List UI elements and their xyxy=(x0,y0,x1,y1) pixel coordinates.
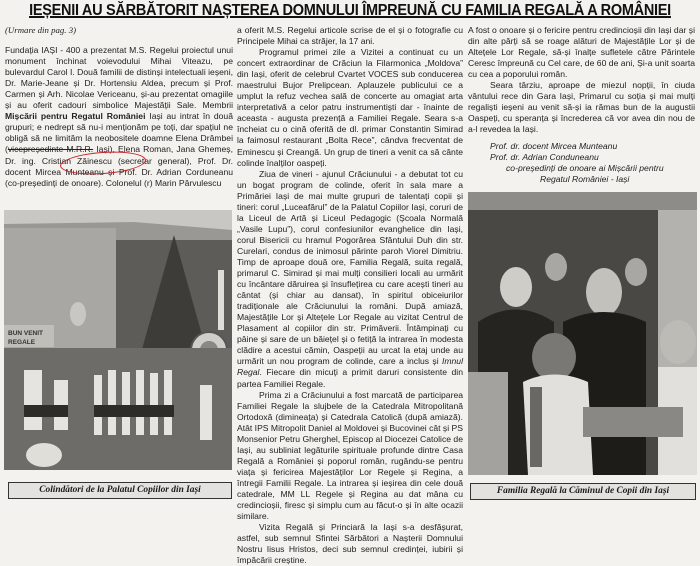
photo-caption-left: Colindători de la Palatul Copiilor din Iași xyxy=(8,482,232,499)
article-headline: IEȘENII AU SĂRBĂTORIT NAȘTEREA DOMNULUI ÎMPREUNĂ CU FAMILIA REGALĂ A ROMÂNIEI xyxy=(29,2,671,19)
author-role: co-președinți de onoare ai Mișcării pentru xyxy=(506,163,664,174)
article-column-3 xyxy=(468,25,695,185)
author-signature xyxy=(468,141,695,185)
royal-family-photo-image xyxy=(468,192,697,475)
carolers-photo-image xyxy=(4,210,232,470)
paragraph-text: Ziua de vineri - ajunul Crăciunului - a debutat tot cu un bogat program de colinde, oferit în sala mare a Primăriei Iași de mai multe grupuri de talentați copii și tineri: corul „Luceafărul” de la Palatul Copiilor Iași, coruri de la Liceul de Artă și Liceul Pedagogic (Școala Normală „Vasile Lupu”), corul confesiunilor evanghelice din Iași, corul Bisericii cu hramul Pogorârea Sfântului Duh din str. Curelari, condus de inimosul părinte paroh Viorel Dimitriu. Timp de aproape două ore, Familia Regală, suita regală, primarul C. Simirad și mai mulți consilieri locali au urmărit cu încântare dăruirea și însuflețirea cu care acești tineri au cântat (și chiar au dansat), în spiritul obiceiurilor tradiționale ale Crăciunului la români. După amiază, Majestățile Lor și Altețele Lor Regale au vizitat Centrul de Plasament al copiilor din str. Primăverii. Întâmpinați cu pâine și sare de un băiețel și o fetiță la intrarea în modesta clădire a acestui cămin, Oaspeții au urcat la etaj unde au urmărit un nou program de colinde, care a inclus și xyxy=(237,168,463,367)
paragraph-text: Iași au intrat în două grupuri; e nedrept să nu-i menționăm pe toți, dar spațiul ne obligă să ne limităm la neobositele doamne Elena Drâmbei ( xyxy=(5,111,233,155)
photo-royal-family xyxy=(468,192,697,475)
column-2-paragraph: Prima zi a Crăciunului a fost marcată de participarea Familiei Regale la slujbele de la Catedrala Mitropolitană Ortodoxă (dimineața) și Catedrala Catolică (după amiază). Atât IPS Mitropolit Daniel al Moldovei și Bucovinei cât și PS Monsenior Petru Gherghel, Episcop al Diocezei Catolice de Iași, au subliniat legăturile spirituale profunde dintre Casa Regală a României și poporul român, rugându-se pentru viața și fericirea Majestăților Lor Regele și Regina, a întregii Familii Regale. La intrarea și ieșirea din cele două catedrale, MM LL Regele și Regina au dat mâna cu credincioșii, firesc și simplu cum au făcut-o și în alte ocazii similare. xyxy=(237,389,463,522)
sign-text-line2: REGALE xyxy=(8,339,36,346)
anthem-title: Imnul Regal xyxy=(237,356,463,378)
author-name: Prof. dr. Adrian Conduneanu xyxy=(490,152,599,163)
column-2-paragraph: Vizita Regală și Princiară la Iași s-a desfășurat, astfel, sub semnul Sfintei Sărbători a Nașterii Domnului Nostru Iisus Hristos, deci sub semnul credinței, iubirii și împăcării creștine. xyxy=(237,522,463,566)
sign-text-line1: BUN VENIT xyxy=(8,330,44,337)
paragraph-text: Fundația IAȘI - 400 a prezentat M.S. Regelui proiectul unui monument închinat voievodului Mihai Viteazu, pe bulevardul Carol I. Două familii de distinși intelectuali ieșeni, Dr. Marie-Jeane și Dr. Hortensiu Aldea, precum și Prof. Carmen și Arh. Nicolae Vericeanu, și-au prezentat omagiile și au oferit cadouri simbolice Majestății Sale. Membrii xyxy=(5,45,233,111)
paragraph-text: . Fiecare din micuți a primit daruri consistente din partea Familiei Regale. xyxy=(237,367,463,389)
paragraph-text: Iași), Elena Roman, Jana Ghemeș, Dr. ing. Cristian Zăinescu (secretar general), Prof. Dr. docent Mircea Munteanu și Prof. Dr. Adrian Corduneanu (co-președinți de onoare). Colonelul (r) Marin Pârvulescu xyxy=(5,144,233,188)
column-2-paragraph: a oferit M.S. Regelui articole scrise de el și o fotografie cu Principele Mihai ca străjer, la 17 ani. xyxy=(237,25,463,47)
photo-carolers xyxy=(4,210,232,470)
column-2-paragraph xyxy=(237,169,463,390)
struck-text: vicepreședinte M.R.R. xyxy=(7,144,94,155)
article-column-1 xyxy=(5,25,233,189)
article-column-2 xyxy=(237,25,463,566)
column-2-paragraph: Programul primei zile a Vizitei a continuat cu un concert extraordinar de Crăciun la Filarmonica „Moldova” din Iași, oferit de celebrul Cvartet VOCES sub conducerea maestrului Bujor Prelipcean. Aplauzele publicului ce a umplut la refuz vechea sală de concerte au omagiat arta interpretativă a celor patru instrumentiști dar - înainte de aceasta - augusta prezență a Familiei Regale. Seara s-a încheiat cu o cină oferită de dl. primar Constantin Simirad la faimosul restaurant „Bolta Rece”, cândva frecventat de Eminescu și Creangă. Un grup de tineri a venit ca să cânte colinde înalților oaspeți. xyxy=(237,47,463,168)
column-1-paragraph xyxy=(5,45,233,189)
column-3-paragraph: Seara târziu, aproape de miezul nopții, în ciuda vântului rece din Gara Iași, Primarul cu soția și mai mulți regaliști ieșeni au venit să-și ia rămas bun de la augustii Oaspeți, cu speranța și încrederea că vor avea din nou de a-l revedea la Iași. xyxy=(468,80,695,135)
author-role: Regatul României - Iași xyxy=(540,174,630,185)
column-3-paragraph: A fost o onoare și o fericire pentru credincioșii din Iași dar și din alte părți să se roage alături de Majestățile Lor și de Altețele Lor Regale, să-și înalțe sufletele către Părintele Ceresc împreună cu Cel care, de 60 de ani, Și-a unit soarta cu cea a poporului român. xyxy=(468,25,695,80)
organization-name: Mișcării pentru Regatul României xyxy=(5,111,146,122)
author-name: Prof. dr. docent Mircea Munteanu xyxy=(490,141,618,152)
continued-from-note: (Urmare din pag. 3) xyxy=(5,25,77,35)
photo-caption-right: Familia Regală la Căminul de Copii din Iași xyxy=(470,483,696,500)
